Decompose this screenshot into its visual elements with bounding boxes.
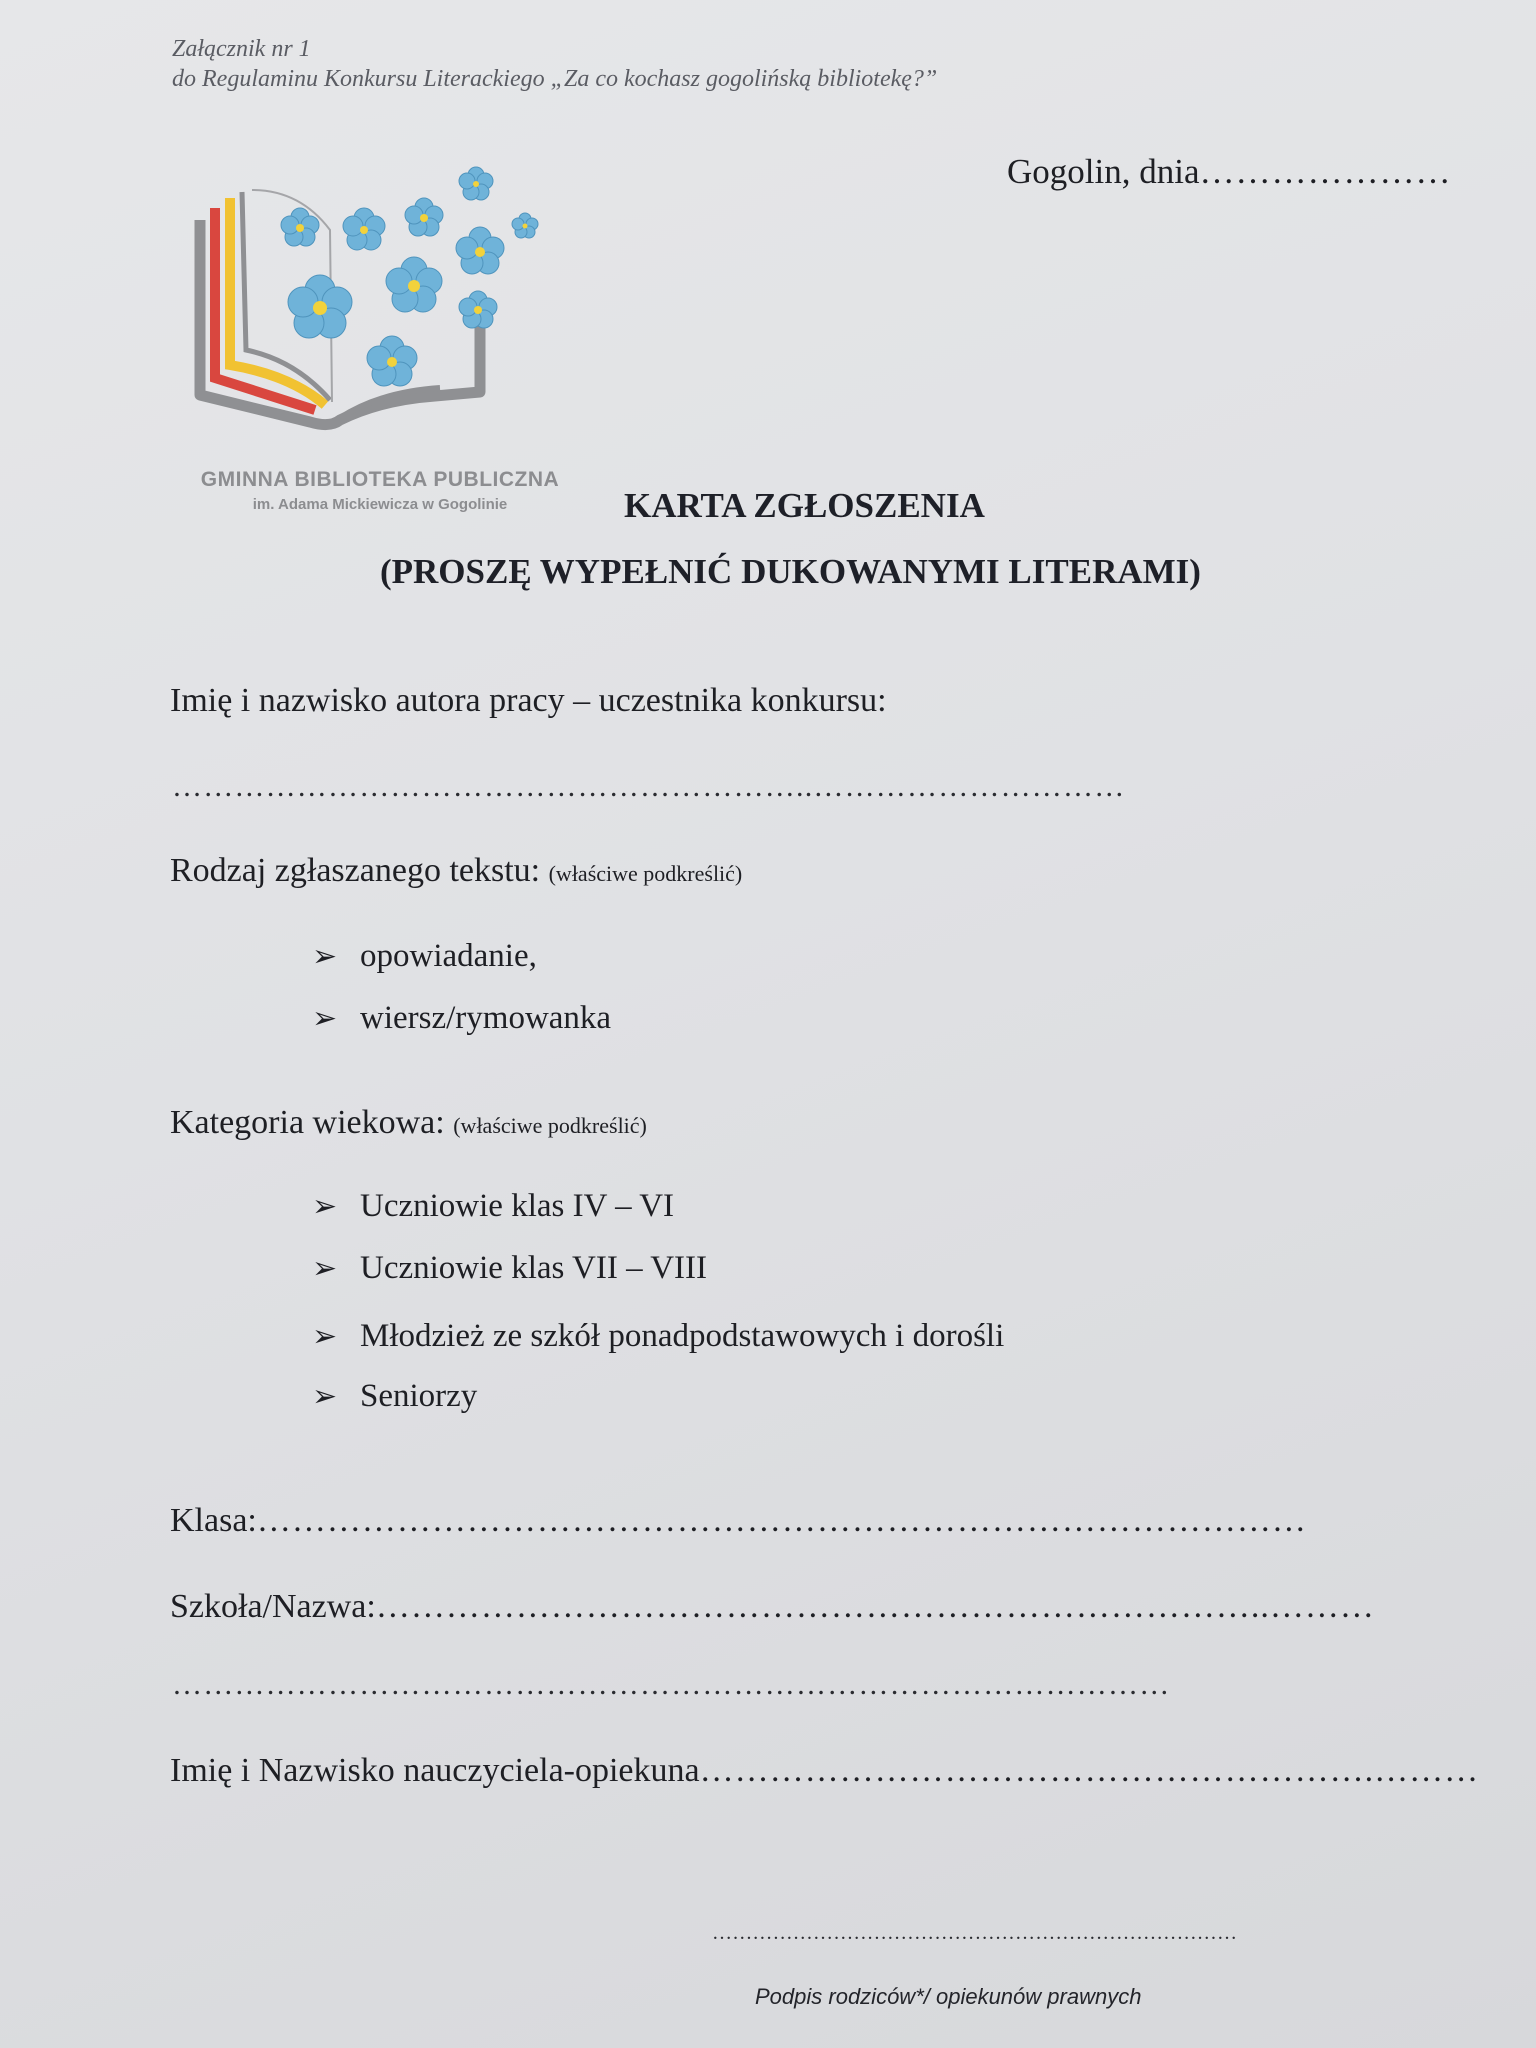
age-category-option[interactable] (312, 1250, 707, 1287)
class-label: Klasa: (170, 1502, 257, 1539)
school-input-line-2[interactable]: …………………………………………………………………………………… (172, 1668, 1171, 1701)
arrow-bullet-icon: ➢ (312, 1001, 338, 1036)
age-category-option[interactable] (312, 1188, 674, 1225)
class-input-line[interactable]: ……………………………………………………………………………… (256, 1502, 1307, 1539)
annex-regulation: do Regulaminu Konkursu Literackiego „Za co kochasz gogolińską bibliotekę?” (172, 66, 938, 92)
arrow-bullet-icon: ➢ (312, 1251, 338, 1286)
signature-line[interactable]: …………………………………………………………………… (712, 1922, 1238, 1944)
age-category-hint: (właściwe podkreślić) (453, 1113, 647, 1138)
book-flowers-icon (180, 160, 580, 440)
arrow-bullet-icon: ➢ (312, 939, 338, 974)
date-dots: ………………… (1199, 152, 1452, 191)
age-category-option[interactable] (312, 1318, 1004, 1355)
school-field[interactable] (170, 1588, 1375, 1626)
text-type-title: Rodzaj zgłaszanego tekstu: (170, 852, 541, 889)
text-type-hint: (właściwe podkreślić) (548, 861, 743, 886)
option-label: Uczniowie klas IV – VI (360, 1188, 675, 1224)
teacher-input-line[interactable]: ………………………………………………….……… (699, 1752, 1480, 1789)
option-label: Uczniowie klas VII – VIII (360, 1250, 708, 1286)
library-name: GMINNA BIBLIOTEKA PUBLICZNA (200, 468, 560, 491)
text-type-option[interactable] (312, 938, 537, 975)
text-type-label (170, 852, 742, 890)
author-input-line[interactable]: ……………………………………………………..………………………… (172, 770, 1126, 803)
option-label: Młodzież ze szkół ponadpodstawowych i dorośli (360, 1318, 1005, 1354)
age-category-label (170, 1104, 647, 1142)
date-label: Gogolin, dnia (1007, 152, 1200, 191)
text-type-option[interactable] (312, 1000, 611, 1037)
form-title: KARTA ZGŁOSZENIA (624, 486, 985, 525)
teacher-field[interactable] (170, 1752, 1479, 1790)
arrow-bullet-icon: ➢ (312, 1189, 338, 1224)
date-field (1007, 152, 1451, 192)
arrow-bullet-icon: ➢ (312, 1379, 338, 1414)
option-label: opowiadanie, (360, 938, 537, 974)
school-input-line[interactable]: …………………………………………………………………..……… (375, 1588, 1375, 1625)
form-instruction: (PROSZĘ WYPEŁNIĆ DUKOWANYMI LITERAMI) (380, 552, 1201, 591)
library-patron: im. Adama Mickiewicza w Gogolinie (252, 496, 508, 513)
school-label: Szkoła/Nazwa: (170, 1588, 376, 1625)
age-category-title: Kategoria wiekowa: (170, 1104, 445, 1141)
teacher-label: Imię i Nazwisko nauczyciela-opiekuna (170, 1752, 700, 1789)
class-field[interactable] (170, 1502, 1307, 1540)
author-label: Imię i nazwisko autora pracy – uczestnika konkursu: (170, 682, 887, 719)
option-label: wiersz/rymowanka (360, 1000, 612, 1036)
arrow-bullet-icon: ➢ (312, 1319, 338, 1354)
library-logo (180, 160, 580, 520)
option-label: Seniorzy (360, 1378, 478, 1414)
annex-number: Załącznik nr 1 (172, 36, 311, 62)
signature-label: Podpis rodziców*/ opiekunów prawnych (755, 1984, 1142, 2009)
age-category-option[interactable] (312, 1378, 477, 1415)
